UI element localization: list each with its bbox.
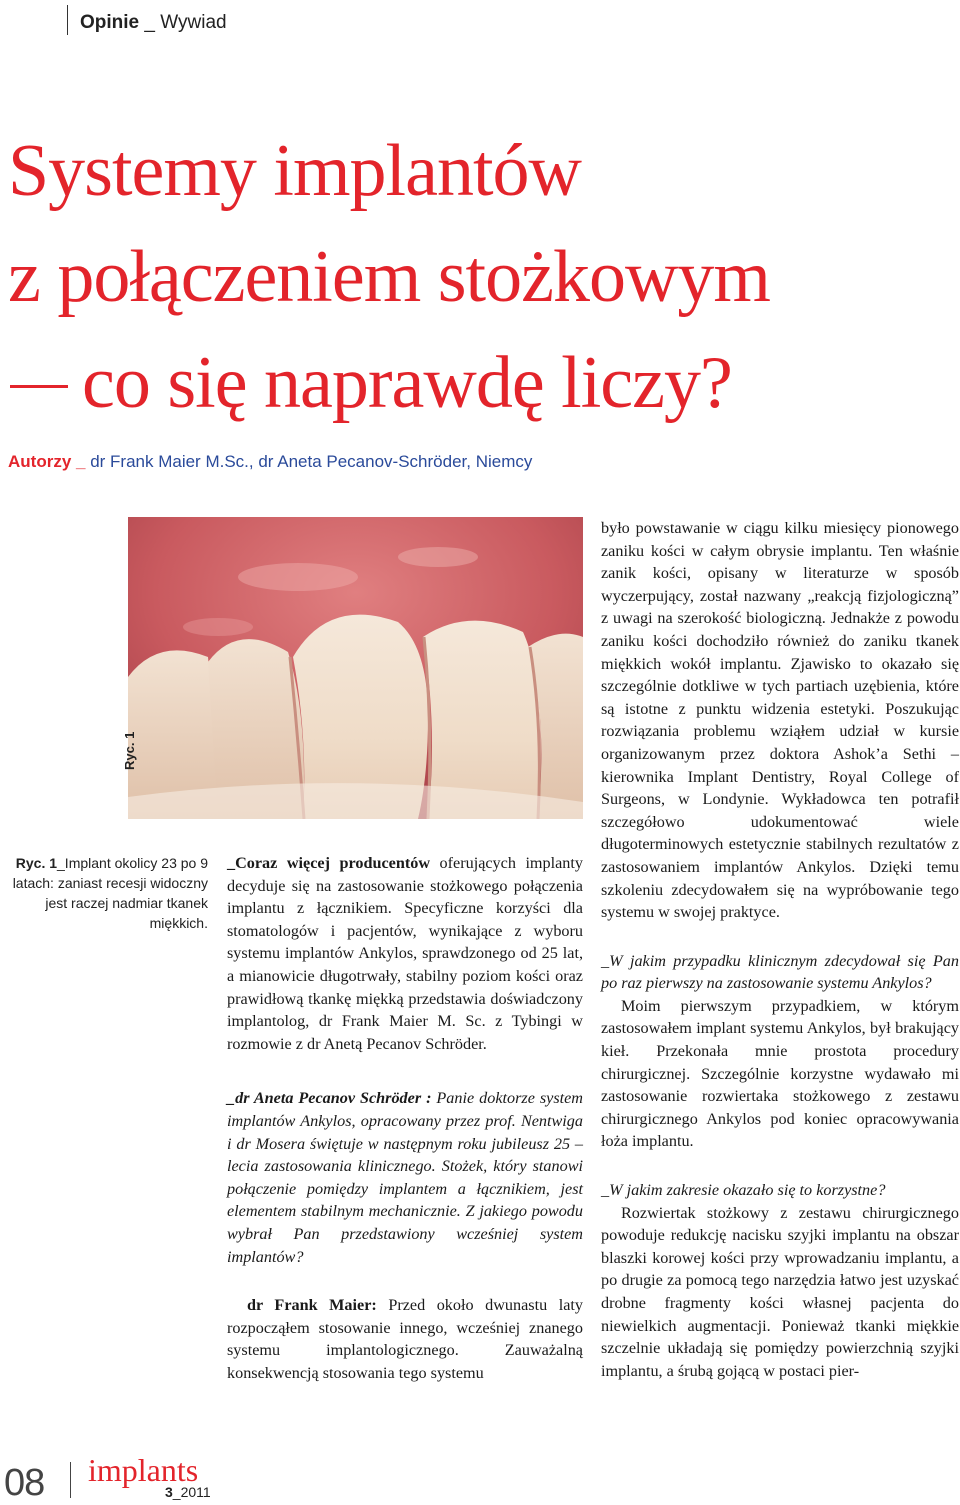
intro-paragraph [227,852,583,1055]
title-line-3: co się naprawdę liczy? [82,342,732,424]
issue-year: _2011 [172,1484,211,1500]
spacer [227,1055,583,1087]
journal-logo: implants [88,1452,199,1488]
spacer [601,924,959,950]
article-column-middle [227,852,583,1384]
answer-1-continued: było powstawanie w ciągu kilku miesięcy pionowego zaniku kości w całym obrysie implantu. Ten właśnie zanik kości, opisany w literaturze w sposób wyczerpujący, został nazwany „reakcją fizjologiczną” z uwagi na szerokość biologiczną. Jednakże z powodu zaniku kości dochodziło również do zaniku tkanek miękkich wokół implantu. Zjawisko to okazało się szczególnie dotkliwe w tych partiach uzębienia, które są istotne z punktu widzenia estetyki. Poszukując rozwiązania problemu wziąłem udział w kursie organizowanym przez doktora Ashok’a Sethi – kierownika Implant Dentistry, Royal College of Surgeons, w Londynie. Wykładowca ten potrafił szczegółowo udokumentować wiele długoterminowych estetycznie stabilnych rezultatów z zastosowaniem implantów Ankylos. Dzięki temu szkoleniu zdecydowałem się na wypróbowanie tego systemu w swojej praktyce. [601,519,959,922]
title-line-2: z połączeniem stożkowym [8,236,770,318]
spacer [601,1153,959,1179]
question-2: _W jakim przypadku klinicznym zdecydował się Pan po raz pierwszy na zastosowanie systemu Ankylos? [601,951,959,993]
title-line-1: Systemy implantów [8,130,581,212]
answer-2: Moim pierwszym przypadkiem, w którym zastosowałem implant systemu Ankylos, był brakujący kieł. Przekonała mnie prostota procedury chirurgicznej. Szczególnie korzystne wydawało mi zastosowanie rozwiertaka stożkowego z zestawu chirurgicznego Ankylos pod koniec opracowywania łoża implantu. [601,996,959,1151]
header-rule [67,5,68,35]
article-title [8,118,953,436]
footer-rule [70,1462,71,1498]
article-column-right [601,517,959,1382]
authors-names: dr Frank Maier M.Sc., dr Aneta Pecanov-Schröder, Niemcy [85,452,533,471]
authors-label: Autorzy _ [8,452,86,471]
question-1-speaker: _dr Aneta Pecanov Schröder : [227,1089,432,1108]
figure-label: Ryc. 1 [122,731,137,770]
question-1 [227,1087,583,1268]
intro-lead: _Coraz więcej producentów [227,854,431,872]
title-line-3-wrap [8,330,953,436]
section-name: Opinie [80,12,140,33]
title-dash [10,385,68,388]
caption-text: _Implant okolicy 23 po 9 latach: zaniast recesji widoczny jest raczej nadmiar tkanek miękkich. [12,855,208,931]
caption-label: Ryc. 1 [15,855,58,871]
answer-1-speaker: dr Frank Maier: [247,1296,377,1315]
answer-3: Rozwiertak stożkowy z zestawu chirurgicznego powoduje redukcję nacisku szyjki implantu na obszar blaszki korowej kości przy wprowadzaniu implantu, a po drugie za pomocą tego narzędzia łatwo jest uzyskać drobne fragmenty kości własnej pacjenta do niewielkich augmentacji. Ponieważ tkanki miękkie szczelnie układają się pomiędzy powierzchnią szyjki implantu, a śrubą gojącą w postaci pier- [601,1203,959,1380]
subsection-name: Wywiad [160,12,227,33]
question-3: _W jakim zakresie okazało się to korzystne? [601,1181,886,1200]
teeth-photo-image [128,517,583,819]
answer-1-text: Przed około dwunastu laty rozpocząłem stosowanie innego, wcześniej znanego systemu implantologicznego. Zauważalną konsekwencją stosowania tego systemu [227,1296,583,1382]
issue-number-value: 3 [165,1484,173,1500]
page-number: 08 [4,1462,45,1504]
authors [8,452,532,472]
issue-number [165,1484,211,1500]
answer-1 [227,1294,583,1384]
figure-caption [2,853,208,933]
question-1-text: Panie doktorze system implantów Ankylos, opracowany przez prof. Nentwiga i dr Mosera świętuje w następnym roku jubileusz 25 – lecia zastosowania klinicznego. Stożek, który stanowi połączenie pomiędzy implantem a łącznikiem, jest elementem stabilnym mechanicznie. Z jakiego powodu wybrał Pan przedstawiony wcześniej system implantów? [227,1089,583,1266]
section-label [80,12,227,34]
section-separator: _ [139,12,161,33]
spacer [227,1268,583,1294]
teeth-photo [128,517,583,819]
intro-text: oferujących implanty decyduje się na zastosowanie stożkowego połączenia implantu z łącznikiem. Specyficzne korzyści dla stomatologów i pacjentów, wynikające z wyboru systemu implantów Ankylos, sprawdzonego od 25 lat, a mianowicie długotrwały, stabilny poziom kości oraz prawidłową tkankę miękką przedstawia doświadczony implantolog, dr Frank Maier M. Sc. z Tybingi w rozmowie z dr Anetą Pecanov Schröder. [227,854,583,1053]
